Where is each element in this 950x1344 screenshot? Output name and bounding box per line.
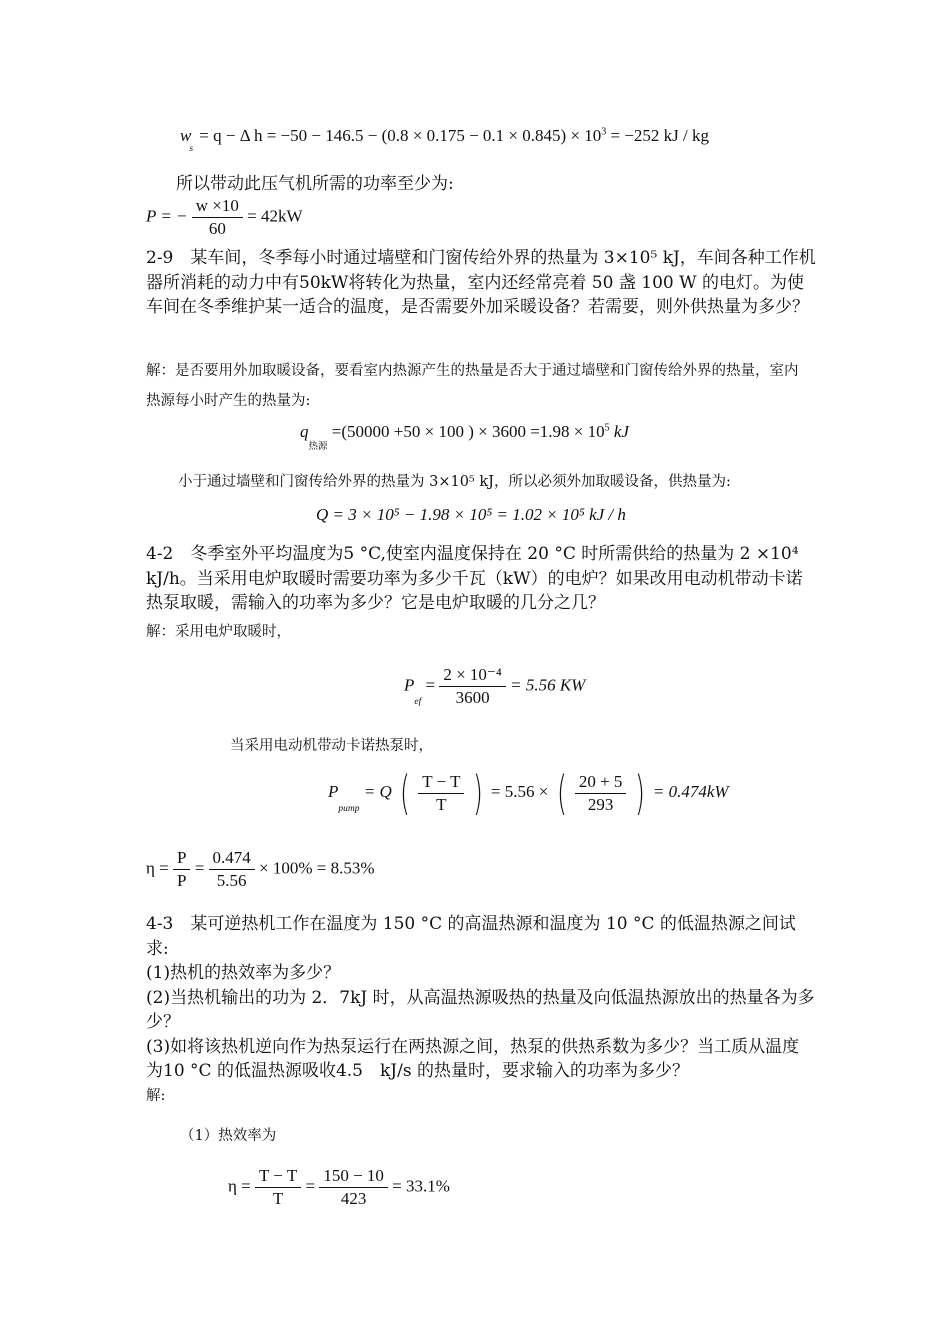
equation-heat-source: $q_{热源} =(50000 +50 \times 100$ ) × $3600 =1.98 \times 10^5$ kJ: [300, 422, 629, 452]
solution-4-2-heat-pump: 当采用电动机带动卡诺热泵时，: [230, 738, 433, 754]
question-3: (3)如将该热机逆向作为热泵运行在两热源之间，热泵的供热系数为多少？当工质从温度为10 °C 的低温热源吸收4.5 kJ/s 的热量时，要求输入的功率为多少？: [146, 1036, 800, 1081]
text-power-min: 所以带动此压气机所需的功率至少为:: [176, 174, 454, 194]
equation-heat-pump: $P_{pump} = Q$ ( $\frac{T - T}{T}$ ) = 5.56 × ( $\frac{20 + 5}{293}$ ) = 0.474kW: [328, 766, 729, 820]
solution-4-2-intro: 解：采用电炉取暖时，: [146, 624, 291, 640]
equation-efficiency: η = $\frac{T - T}{T}$ = $\frac{150 - 10}{423}$ = 33.1%: [228, 1166, 450, 1208]
problem-4-3: 4-3 某可逆热机工作在温度为 150 °C 的高温热源和温度为 10 °C 的低温热源之间试求: (1)热机的热效率为多少？ (2)当热机输出的功为 2．7kJ 时，从高温热源吸热的热量及向低温热源放出的热量各为多少？ (3)如将该热机逆向作为热泵运行在两热源之间，热泵的供热系数为多少？当工质从温度为10 °C 的低温热源吸收4.5 kJ/s 的热量时，要求输入的功率为多少？ 解:: [146, 912, 816, 1108]
solution-4-3-1: （1）热效率为: [180, 1128, 277, 1144]
problem-2-9: 2-9 某车间，冬季每小时通过墙壁和门窗传给外界的热量为 3×10⁵ kJ，车间各种工作机器所消耗的动力中有50kW将转化为热量，室内还经常亮着 50 盏 100 W 的电灯。为使车间在冬季维护某一适合的温度，是否需要外加采暖设备？若需要，则外供热量为多少？: [146, 248, 816, 317]
problem-4-2: 4-2 冬季室外平均温度为5 °C,使室内温度保持在 20 °C 时所需供给的热量为 2 ×10⁴ kJ/h。当采用电炉取暖时需要功率为多少千瓦（kW）的电炉？如果改用电动机带动卡诺热泵取暖，需输入的功率为多少？它是电炉取暖的几分之几？: [146, 544, 803, 613]
solution-2-9-conclusion: 小于通过墙壁和门窗传给外界的热量为 3×10⁵ kJ，所以必须外加取暖设备，供热量为:: [178, 474, 731, 490]
solution-2-9-intro: 解：是否要用外加取暖设备，要看室内热源产生的热量是否大于通过墙壁和门窗传给外界的热量，室内热源每小时产生的热量为:: [146, 363, 799, 409]
question-1: (1)热机的热效率为多少？: [146, 963, 341, 983]
question-2: (2)当热机输出的功为 2．7kJ 时，从高温热源吸热的热量及向低温热源放出的热量各为多少？: [146, 987, 815, 1032]
equation-power: P = − $\frac{w \times 10}{60}$ = 42kW: [146, 196, 303, 238]
fraction: $\frac{w \times 10}{60}$: [192, 196, 243, 239]
subscript: s: [189, 144, 194, 154]
equation-electric-heater: $P_{ef}$ = $\frac{\text{2 × 10⁻⁴}}{3600}$ = 5.56 KW: [404, 665, 586, 708]
solution-label: 解:: [146, 1087, 166, 1104]
equation-ratio: η = $\frac{P}{P}$ = $\frac{0.474}{5.56}$ × 100% = 8.53%: [146, 848, 375, 890]
equation-supply-heat: Q = 3 × 10⁵ − 1.98 × 10⁵ = 1.02 × 10⁵ kJ / h: [316, 505, 626, 524]
equation-work: $w_s = q - \Delta$ $h = -50 - 146.5 - (0.8 \times 0.175 - 0.1 \times 0.845) \times 10^3 = -252$ kJ / kg: [180, 126, 710, 154]
